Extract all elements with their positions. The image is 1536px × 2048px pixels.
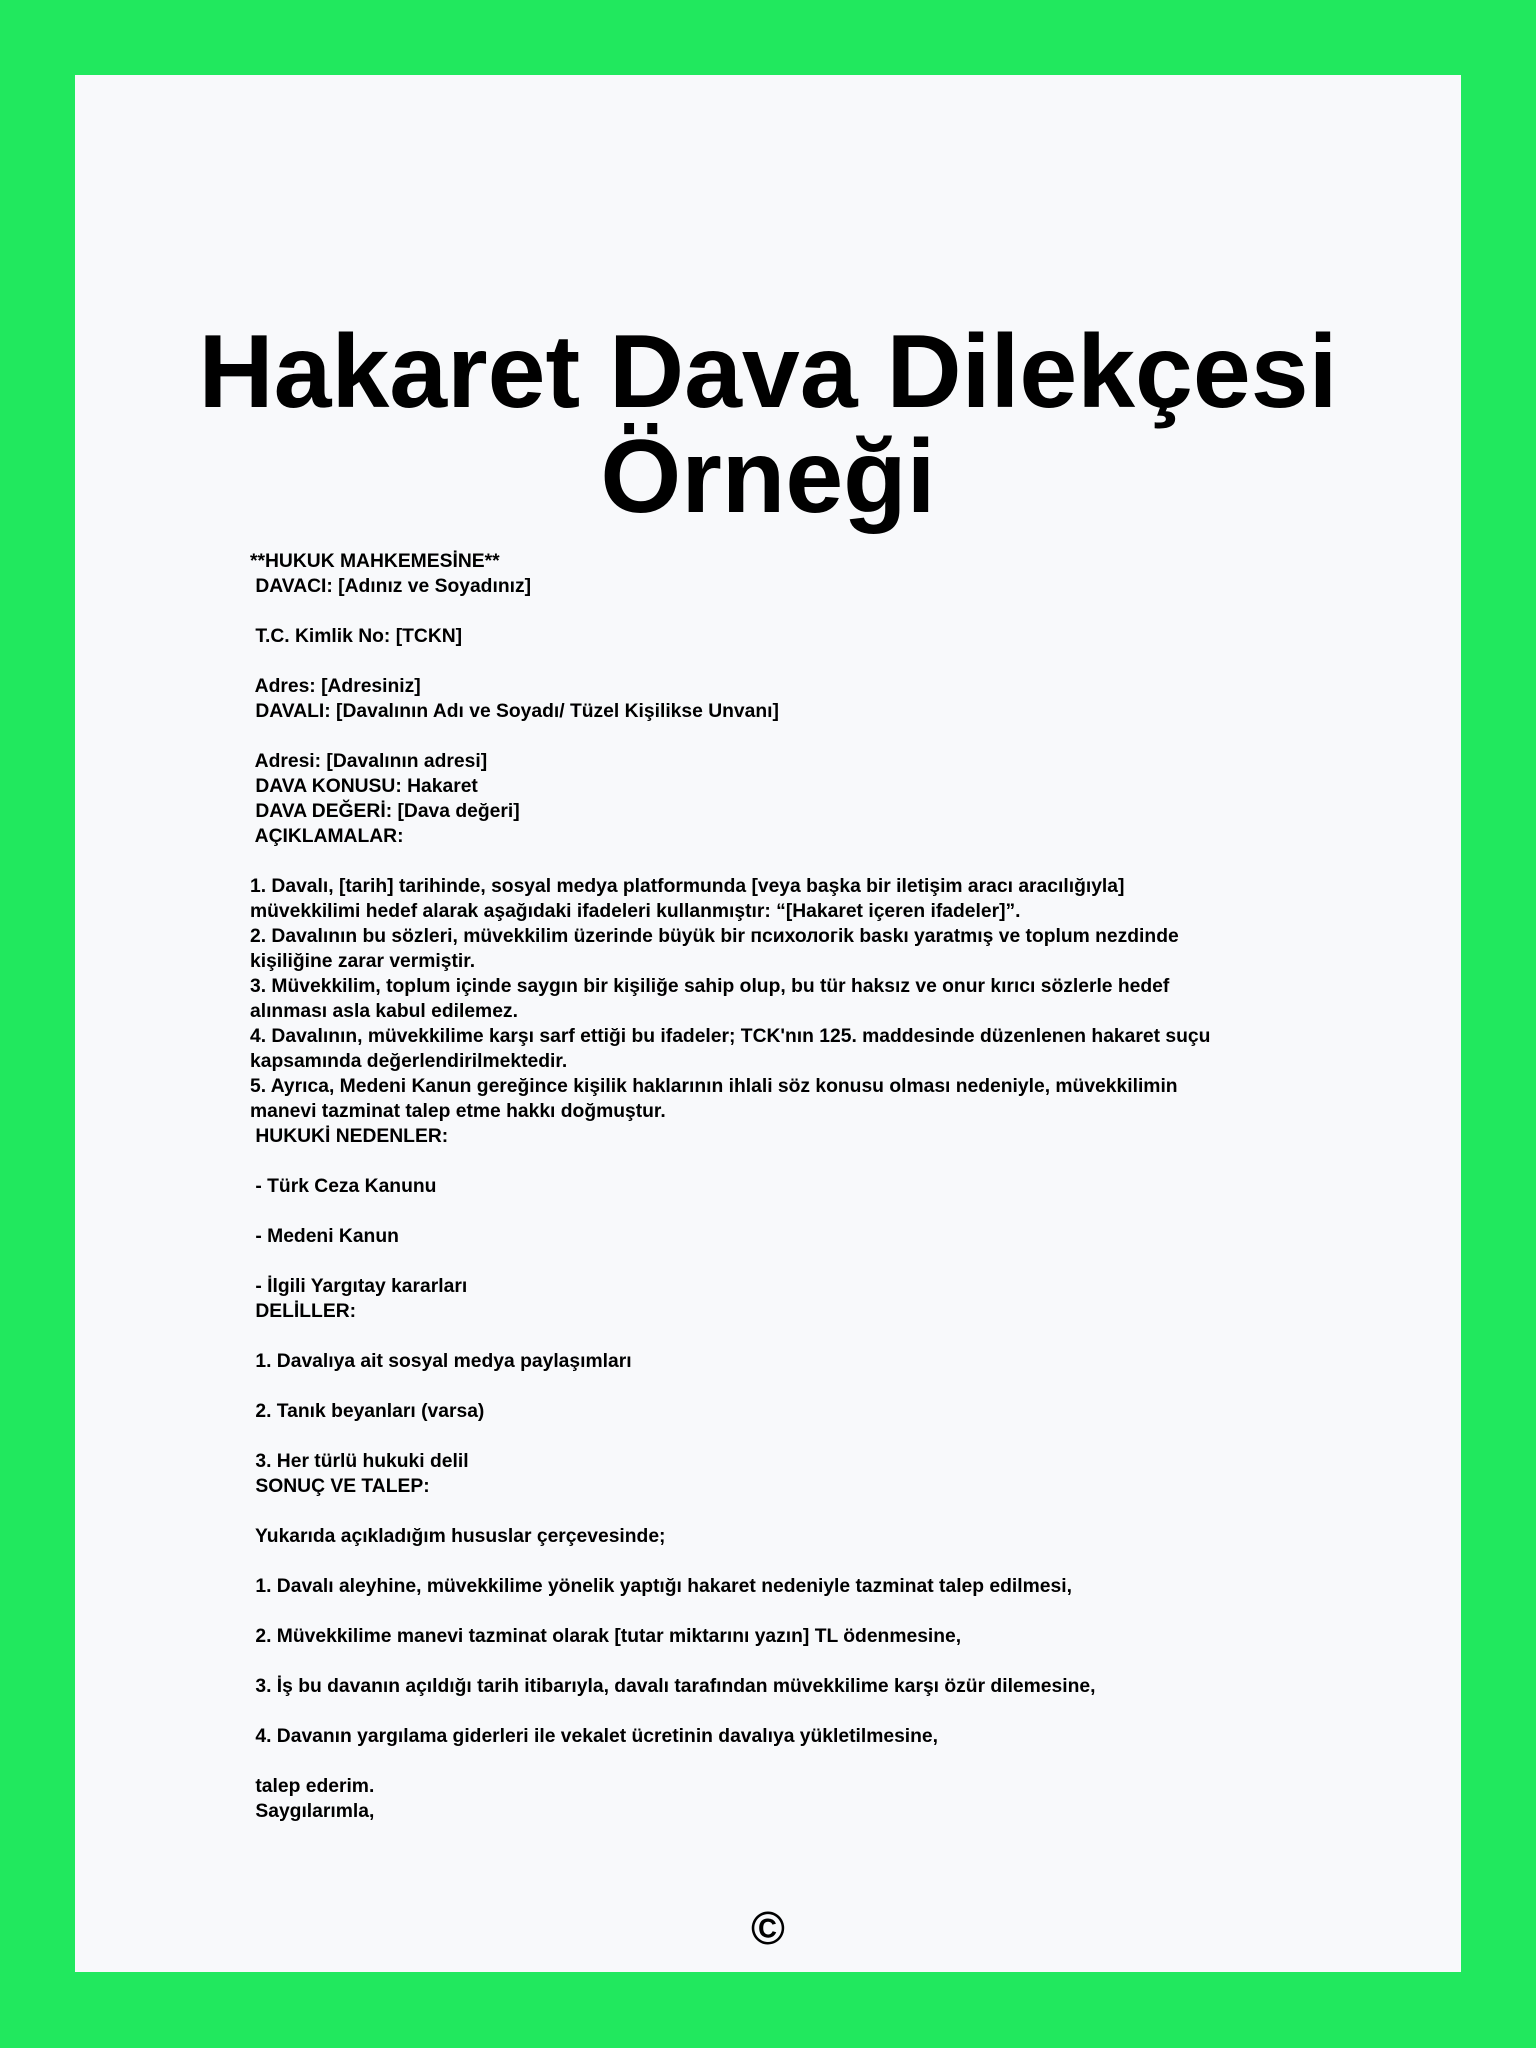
text-line: manevi tazminat talep etme hakkı doğmuştur. xyxy=(250,1101,666,1122)
blank-line xyxy=(250,1699,1210,1724)
text-line: 2. Tanık beyanları (varsa) xyxy=(250,1401,485,1422)
blank-line xyxy=(250,1424,1210,1449)
blank-line xyxy=(250,1324,1210,1349)
text-line: talep ederim. xyxy=(250,1776,375,1797)
text-line: DELİLLER: xyxy=(250,1301,357,1322)
text-line: 2. Müvekkilime manevi tazminat olarak [tutar miktarını yazın] TL ödenmesine, xyxy=(250,1626,962,1647)
text-line: kapsamında değerlendirilmektedir. xyxy=(250,1051,568,1072)
blank-line xyxy=(250,599,1210,624)
text-line: 3. Her türlü hukuki delil xyxy=(250,1451,469,1472)
text-line: 4. Davalının, müvekkilime karşı sarf ettiği bu ifadeler; TCK'nın 125. maddesinde düzenlenen hakaret suçu xyxy=(250,1026,1211,1047)
text-line: DAVALI: [Davalının Adı ve Soyadı/ Tüzel Kişilikse Unvanı] xyxy=(250,701,779,722)
text-line: Yukarıda açıkladığım hususlar çerçevesinde; xyxy=(250,1526,666,1547)
blank-line xyxy=(250,1649,1210,1674)
text-line: SONUÇ VE TALEP: xyxy=(250,1476,430,1497)
blank-line xyxy=(250,1499,1210,1524)
text-line: DAVACI: [Adınız ve Soyadınız] xyxy=(250,576,532,597)
text-line: 3. Müvekkilim, toplum içinde saygın bir kişiliğe sahip olup, bu tür haksız ve onur kırıcı sözlerle hedef xyxy=(250,976,1170,997)
text-line: DAVA KONUSU: Hakaret xyxy=(250,776,478,797)
text-line: 1. Davalı, [tarih] tarihinde, sosyal medya platformunda [veya başka bir iletişim aracı aracılığıyla] xyxy=(250,876,1125,897)
text-line: 3. İş bu davanın açıldığı tarih itibarıyla, davalı tarafından müvekkilime karşı özür dilemesine, xyxy=(250,1676,1096,1697)
text-line: Saygılarımla, xyxy=(250,1801,375,1822)
blank-line xyxy=(250,1749,1210,1774)
text-line: HUKUKİ NEDENLER: xyxy=(250,1126,449,1147)
text-line: Adres: [Adresiniz] xyxy=(250,676,421,697)
text-line: kişiliğine zarar vermiştir. xyxy=(250,951,476,972)
text-line: 1. Davalıya ait sosyal medya paylaşımları xyxy=(250,1351,632,1372)
blank-line xyxy=(250,1199,1210,1224)
text-line: AÇIKLAMALAR: xyxy=(250,826,404,847)
blank-line xyxy=(250,1249,1210,1274)
blank-line xyxy=(250,1599,1210,1624)
blank-line xyxy=(250,724,1210,749)
document-title: Hakaret Dava Dilekçesi Örneği xyxy=(198,314,1338,535)
text-line: müvekkilimi hedef alarak aşağıdaki ifadeleri kullanmıştır: “[Hakaret içeren ifadeler]”. xyxy=(250,901,1021,922)
text-line: 5. Ayrıca, Medeni Kanun gereğince kişilik haklarının ihlali söz konusu olması nedeniyle, müvekkilimin xyxy=(250,1076,1178,1097)
text-line: alınması asla kabul edilemez. xyxy=(250,1001,518,1022)
text-line: - Medeni Kanun xyxy=(250,1226,399,1247)
blank-line xyxy=(250,649,1210,674)
text-line: 4. Davanın yargılama giderleri ile vekalet ücretinin davalıya yükletilmesine, xyxy=(250,1726,939,1747)
text-line: **HUKUK MAHKEMESİNE** xyxy=(250,551,500,572)
text-line: T.C. Kimlik No: [TCKN] xyxy=(250,626,463,647)
document-page xyxy=(75,75,1461,1972)
copyright-symbol: © xyxy=(751,1902,785,1954)
text-line: - İlgili Yargıtay kararları xyxy=(250,1276,468,1297)
blank-line xyxy=(250,849,1210,874)
text-line: 2. Davalının bu sözleri, müvekkilim üzerinde büyük bir психологik baskı yaratmış ve toplum nezdinde xyxy=(250,926,1179,947)
blank-line xyxy=(250,1374,1210,1399)
text-line: Adresi: [Davalının adresi] xyxy=(250,751,488,772)
blank-line xyxy=(250,1149,1210,1174)
text-line: 1. Davalı aleyhine, müvekkilime yönelik yaptığı hakaret nedeniyle tazminat talep edilmesi, xyxy=(250,1576,1072,1597)
petition-body xyxy=(250,549,1210,1824)
text-line: DAVA DEĞERİ: [Dava değeri] xyxy=(250,801,520,822)
blank-line xyxy=(250,1549,1210,1574)
text-line: - Türk Ceza Kanunu xyxy=(250,1176,437,1197)
